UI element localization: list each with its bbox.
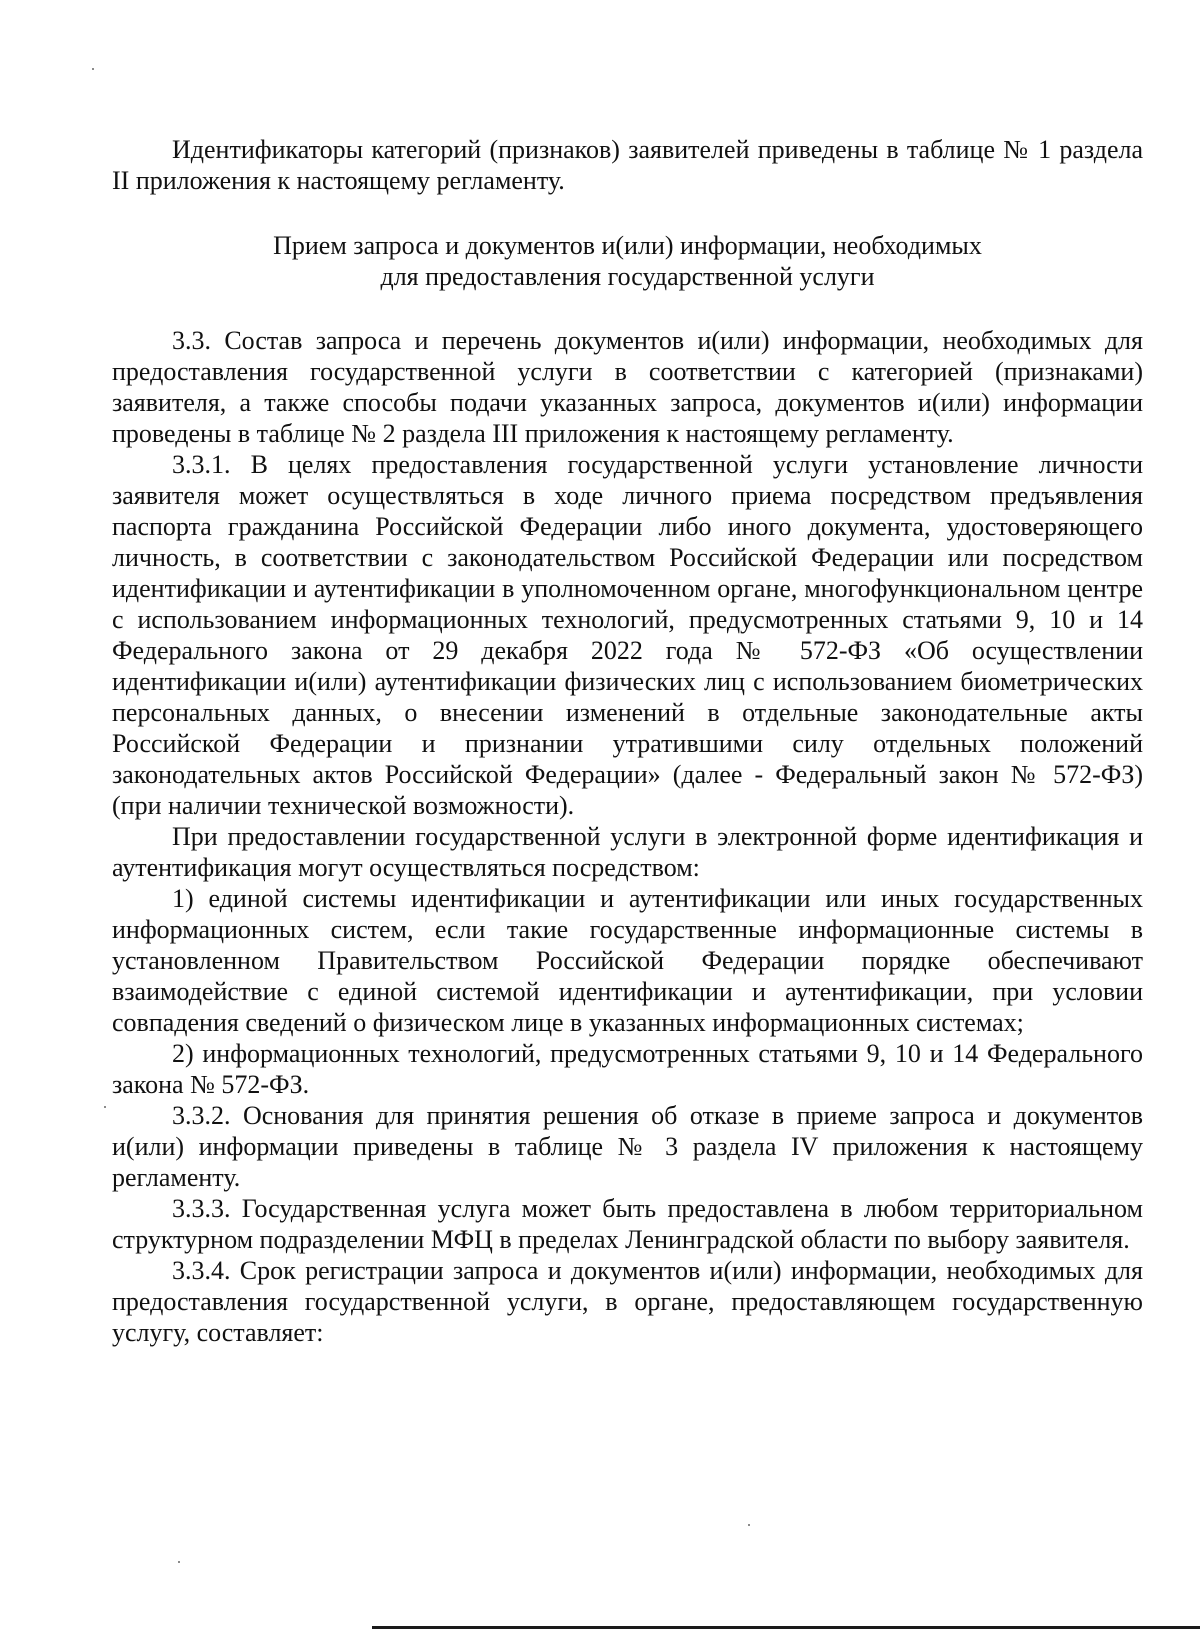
scan-speck — [748, 1524, 750, 1526]
paragraph-3-3-3: 3.3.3. Государственная услуга может быть предоставлена в любом территориальном структурном подразделении МФЦ в пределах Ленинградской области по выбору заявителя. — [112, 1194, 1143, 1254]
intro-section — [112, 134, 1143, 196]
paragraph-electronic-form: При предоставлении государственной услуги в электронной форме идентификация и аутентификация могут осуществляться посредством: — [112, 822, 1143, 882]
paragraph-3-3-4: 3.3.4. Срок регистрации запроса и документов и(или) информации, необходимых для предоставления государственной услуги, в органе, предоставляющем государственную услугу, составляет: — [112, 1256, 1143, 1347]
body-section — [112, 325, 1143, 1348]
paragraph-3-3: 3.3. Состав запроса и перечень документов и(или) информации, необходимых для предоставления государственной услуги в соответствии с категорией (признаками) заявителя, а также способы подачи указанных запроса, документов и(или) информации проведены в таблице № 2 раздела III приложения к настоящему регламенту. — [112, 326, 1143, 448]
scan-speck — [92, 68, 94, 70]
paragraph-3-3-2: 3.3.2. Основания для принятия решения об отказе в приеме запроса и документов и(или) информации приведены в таблице № 3 раздела IV приложения к настоящему регламенту. — [112, 1101, 1143, 1192]
section-heading-text — [112, 230, 1143, 292]
scan-edge-line — [372, 1626, 1200, 1629]
intro-paragraph: Идентификаторы категорий (признаков) заявителей приведены в таблице № 1 раздела II приложения к настоящему регламенту. — [112, 135, 1143, 195]
section-heading — [112, 230, 1143, 292]
section-heading-line-2: для предоставления государственной услуги — [380, 262, 875, 291]
scan-speck — [104, 1106, 106, 1108]
list-item-2: 2) информационных технологий, предусмотренных статьями 9, 10 и 14 Федерального закона № 572-ФЗ. — [112, 1039, 1143, 1099]
paragraph-3-3-1: 3.3.1. В целях предоставления государственной услуги установление личности заявителя может осуществляться в ходе личного приема посредством предъявления паспорта гражданина Российской Федерации либо иного документа, удостоверяющего личность, в соответствии с законодательством Российской Федерации или посредством идентификации и аутентификации в уполномоченном органе, многофункциональном центре с использованием информационных технологий, предусмотренных статьями 9, 10 и 14 Федерального закона от 29 декабря 2022 года № 572-ФЗ «Об осуществлении идентификации и(или) аутентификации физических лиц с использованием биометрических персональных данных, о внесении изменений в отдельные законодательные акты Российской Федерации и признании утратившими силу отдельных положений законодательных актов Российской Федерации» (далее - Федеральный закон № 572-ФЗ) (при наличии технической возможности). — [112, 450, 1143, 820]
list-item-1: 1) единой системы идентификации и аутентификации или иных государственных информационных систем, если такие государственные информационные системы в установленном Правительством Российской Федерации порядке обеспечивают взаимодействие с единой системой идентификации и аутентификации, при условии совпадения сведений о физическом лице в указанных информационных системах; — [112, 884, 1143, 1037]
scan-speck — [178, 1561, 180, 1563]
section-heading-line-1: Прием запроса и документов и(или) информации, необходимых — [273, 231, 982, 260]
